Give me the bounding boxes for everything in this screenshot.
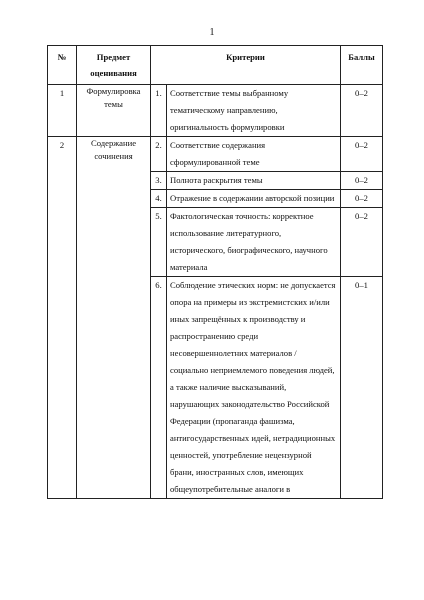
criterion-text: Соблюдение этических норм: не допускается опора на примеры из экстремистских и/или иных запрещённых к производству и распространению среди несовершеннолетних материалов / социально неприемлемого поведения людей, а также наличие высказываний, нарушающих законодательство Российской Федерации (пропаганда фашизма, антигосударственных идей, нетрадиционных ценностей, употребление нецензурной брани, иностранных слов, имеющих общеупотребительные аналоги в <box>167 277 341 499</box>
criterion-score: 0–2 <box>341 137 383 172</box>
header-criteria: Критерии <box>151 46 341 85</box>
criterion-number: 4. <box>151 190 167 208</box>
table-row <box>48 85 383 137</box>
assessment-criteria-table <box>47 45 383 499</box>
criterion-text: Полнота раскрытия темы <box>167 172 341 190</box>
row-number: 2 <box>48 137 77 499</box>
criterion-text: Отражение в содержании авторской позиции <box>167 190 341 208</box>
table-header-row <box>48 46 383 85</box>
criterion-number: 1. <box>151 85 167 137</box>
criterion-text: Фактологическая точность: корректное использование литературного, исторического, биографического, научного материала <box>167 208 341 277</box>
header-score: Баллы <box>341 46 383 85</box>
page-number: 1 <box>209 27 215 38</box>
criterion-text: Соответствие темы выбранному тематическому направлению, оригинальность формулировки <box>167 85 341 137</box>
row-number: 1 <box>48 85 77 137</box>
criterion-score: 0–1 <box>341 277 383 499</box>
header-number: № <box>48 46 77 85</box>
criterion-score: 0–2 <box>341 172 383 190</box>
row-subject: Содержание сочинения <box>77 137 151 499</box>
criterion-number: 2. <box>151 137 167 172</box>
criterion-text: Соответствие содержания сформулированной теме <box>167 137 341 172</box>
criterion-score: 0–2 <box>341 190 383 208</box>
criterion-score: 0–2 <box>341 208 383 277</box>
criterion-score: 0–2 <box>341 85 383 137</box>
criterion-number: 6. <box>151 277 167 499</box>
criterion-number: 3. <box>151 172 167 190</box>
header-subject: Предмет оценивания <box>77 46 151 85</box>
table-row <box>48 137 383 172</box>
row-subject: Формулировка темы <box>77 85 151 137</box>
criterion-number: 5. <box>151 208 167 277</box>
